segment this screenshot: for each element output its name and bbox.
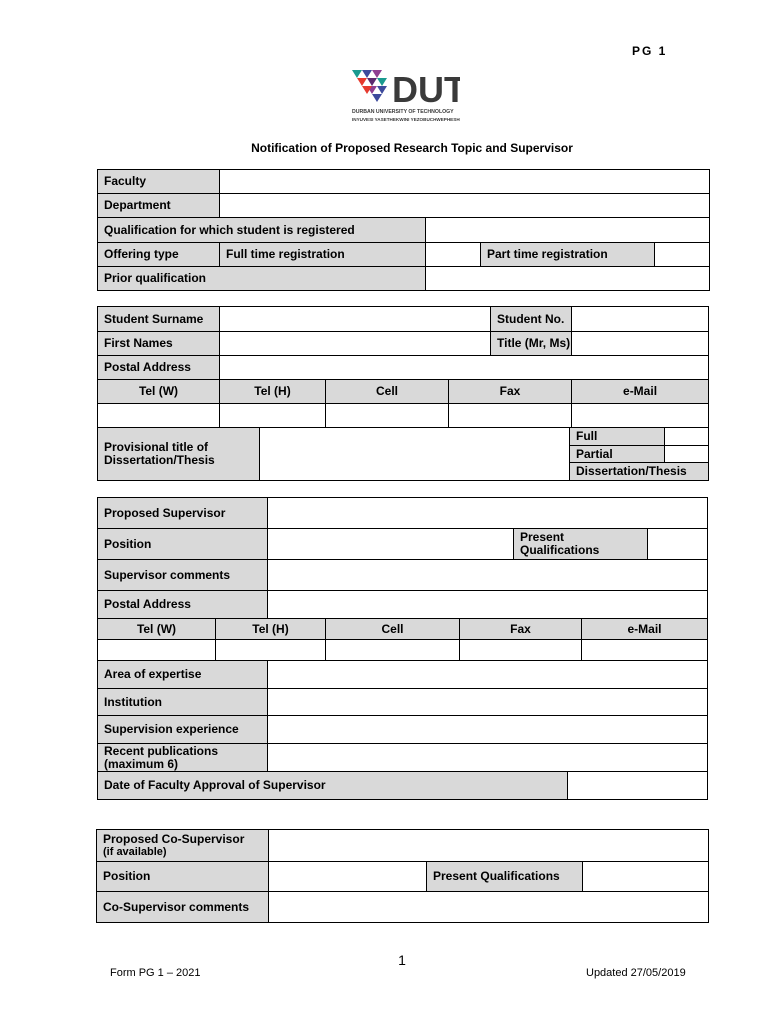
supervisor-cell-header: Cell [326, 619, 460, 640]
co-supervisor-position-label: Position [97, 862, 269, 892]
postal-address-label: Postal Address [98, 356, 220, 380]
faculty-field[interactable] [220, 170, 710, 194]
tel-w-field[interactable] [98, 404, 220, 428]
page-number: 1 [398, 952, 406, 968]
part-time-field[interactable] [655, 243, 710, 267]
svg-text:DUT: DUT [392, 69, 460, 110]
provisional-title-line1: Provisional title of [104, 440, 209, 454]
full-label: Full [570, 428, 665, 446]
recent-publications-field[interactable] [268, 744, 708, 772]
supervisor-postal-address-label: Postal Address [98, 591, 268, 619]
dissertation-thesis-label: Dissertation/Thesis [570, 463, 709, 481]
first-names-field[interactable] [220, 332, 491, 356]
supervision-experience-label: Supervision experience [98, 716, 268, 744]
registration-table [97, 169, 710, 291]
postal-address-field[interactable] [220, 356, 709, 380]
qualification-field[interactable] [426, 218, 710, 243]
full-checkbox[interactable] [665, 428, 709, 446]
supervisor-comments-label: Supervisor comments [98, 560, 268, 591]
co-supervisor-table [96, 829, 709, 923]
supervisor-comments-field[interactable] [268, 560, 708, 591]
tel-h-header: Tel (H) [220, 380, 326, 404]
cell-header: Cell [326, 380, 449, 404]
co-supervisor-line1: Proposed Co-Supervisor [103, 831, 245, 846]
updated-date: Updated 27/05/2019 [586, 967, 686, 979]
supervisor-postal-address-field[interactable] [268, 591, 708, 619]
provisional-title-line2: Dissertation/Thesis [104, 453, 215, 467]
full-time-label: Full time registration [220, 243, 426, 267]
svg-text:INYUVESI YASETHEKWINI YEZOBUCH: INYUVESI YASETHEKWINI YEZOBUCHWEPHESHE [352, 117, 460, 122]
form-id: Form PG 1 – 2021 [110, 967, 201, 979]
student-no-label: Student No. [491, 307, 572, 332]
tel-w-header: Tel (W) [98, 380, 220, 404]
provisional-title-table [97, 427, 709, 481]
supervisor-cell-field[interactable] [326, 640, 460, 661]
supervisor-tel-w-header: Tel (W) [98, 619, 216, 640]
title-field[interactable] [572, 332, 709, 356]
fax-header: Fax [449, 380, 572, 404]
provisional-title-label [98, 428, 260, 481]
proposed-supervisor-label: Proposed Supervisor [98, 498, 268, 529]
supervisor-email-field[interactable] [582, 640, 708, 661]
supervisor-email-header: e-Mail [582, 619, 708, 640]
prior-qualification-field[interactable] [426, 267, 710, 291]
offering-type-label: Offering type [98, 243, 220, 267]
area-of-expertise-field[interactable] [268, 661, 708, 689]
cell-field[interactable] [326, 404, 449, 428]
proposed-supervisor-field[interactable] [268, 498, 708, 529]
surname-label: Student Surname [98, 307, 220, 332]
co-supervisor-label [97, 830, 269, 862]
dut-logo-mark [350, 66, 460, 130]
present-qualifications-label [514, 529, 648, 560]
co-present-qualifications-label: Present Qualifications [427, 862, 583, 892]
supervisor-tel-w-field[interactable] [98, 640, 216, 661]
if-available-note: (if available) [103, 845, 167, 858]
present-qualifications-line2: Qualifications [520, 543, 600, 557]
full-time-field[interactable] [426, 243, 481, 267]
student-table [97, 306, 709, 428]
recent-publications-line2: (maximum 6) [104, 756, 179, 771]
part-time-label: Part time registration [481, 243, 655, 267]
supervisor-details-table [97, 660, 708, 800]
co-supervisor-position-field[interactable] [269, 862, 427, 892]
form-title: Notification of Proposed Research Topic and Supervisor [251, 141, 573, 155]
supervision-experience-field[interactable] [268, 716, 708, 744]
page-code: PG 1 [632, 44, 668, 58]
first-names-label: First Names [98, 332, 220, 356]
institution-label: Institution [98, 689, 268, 716]
supervisor-position-label: Position [98, 529, 268, 560]
svg-text:DURBAN UNIVERSITY OF TECHNOLOG: DURBAN UNIVERSITY OF TECHNOLOGY [352, 109, 454, 115]
tel-h-field[interactable] [220, 404, 326, 428]
prior-qualification-label: Prior qualification [98, 267, 426, 291]
recent-publications-line1: Recent publications [104, 743, 219, 758]
co-supervisor-field[interactable] [269, 830, 709, 862]
student-no-field[interactable] [572, 307, 709, 332]
supervisor-position-field[interactable] [268, 529, 514, 560]
supervisor-tel-h-field[interactable] [216, 640, 326, 661]
faculty-approval-label: Date of Faculty Approval of Supervisor [98, 772, 568, 800]
supervisor-table [97, 497, 708, 619]
faculty-approval-field[interactable] [568, 772, 708, 800]
present-qualifications-field[interactable] [648, 529, 708, 560]
partial-label: Partial [570, 446, 665, 463]
present-qualifications-line1: Present [520, 530, 565, 544]
co-supervisor-comments-field[interactable] [269, 892, 709, 923]
co-supervisor-comments-label: Co-Supervisor comments [97, 892, 269, 923]
department-label: Department [98, 194, 220, 218]
provisional-title-field[interactable] [260, 428, 570, 481]
area-of-expertise-label: Area of expertise [98, 661, 268, 689]
email-header: e-Mail [572, 380, 709, 404]
email-field[interactable] [572, 404, 709, 428]
institution-field[interactable] [268, 689, 708, 716]
supervisor-fax-header: Fax [460, 619, 582, 640]
supervisor-tel-h-header: Tel (H) [216, 619, 326, 640]
supervisor-fax-field[interactable] [460, 640, 582, 661]
title-label: Title (Mr, Ms) [491, 332, 572, 356]
recent-publications-label [98, 744, 268, 772]
surname-field[interactable] [220, 307, 491, 332]
supervisor-contacts-table [97, 618, 708, 661]
partial-checkbox[interactable] [665, 446, 709, 463]
faculty-label: Faculty [98, 170, 220, 194]
co-present-qualifications-field[interactable] [583, 862, 709, 892]
qualification-label: Qualification for which student is registered [98, 218, 426, 243]
fax-field[interactable] [449, 404, 572, 428]
dut-logo [350, 66, 460, 130]
department-field[interactable] [220, 194, 710, 218]
